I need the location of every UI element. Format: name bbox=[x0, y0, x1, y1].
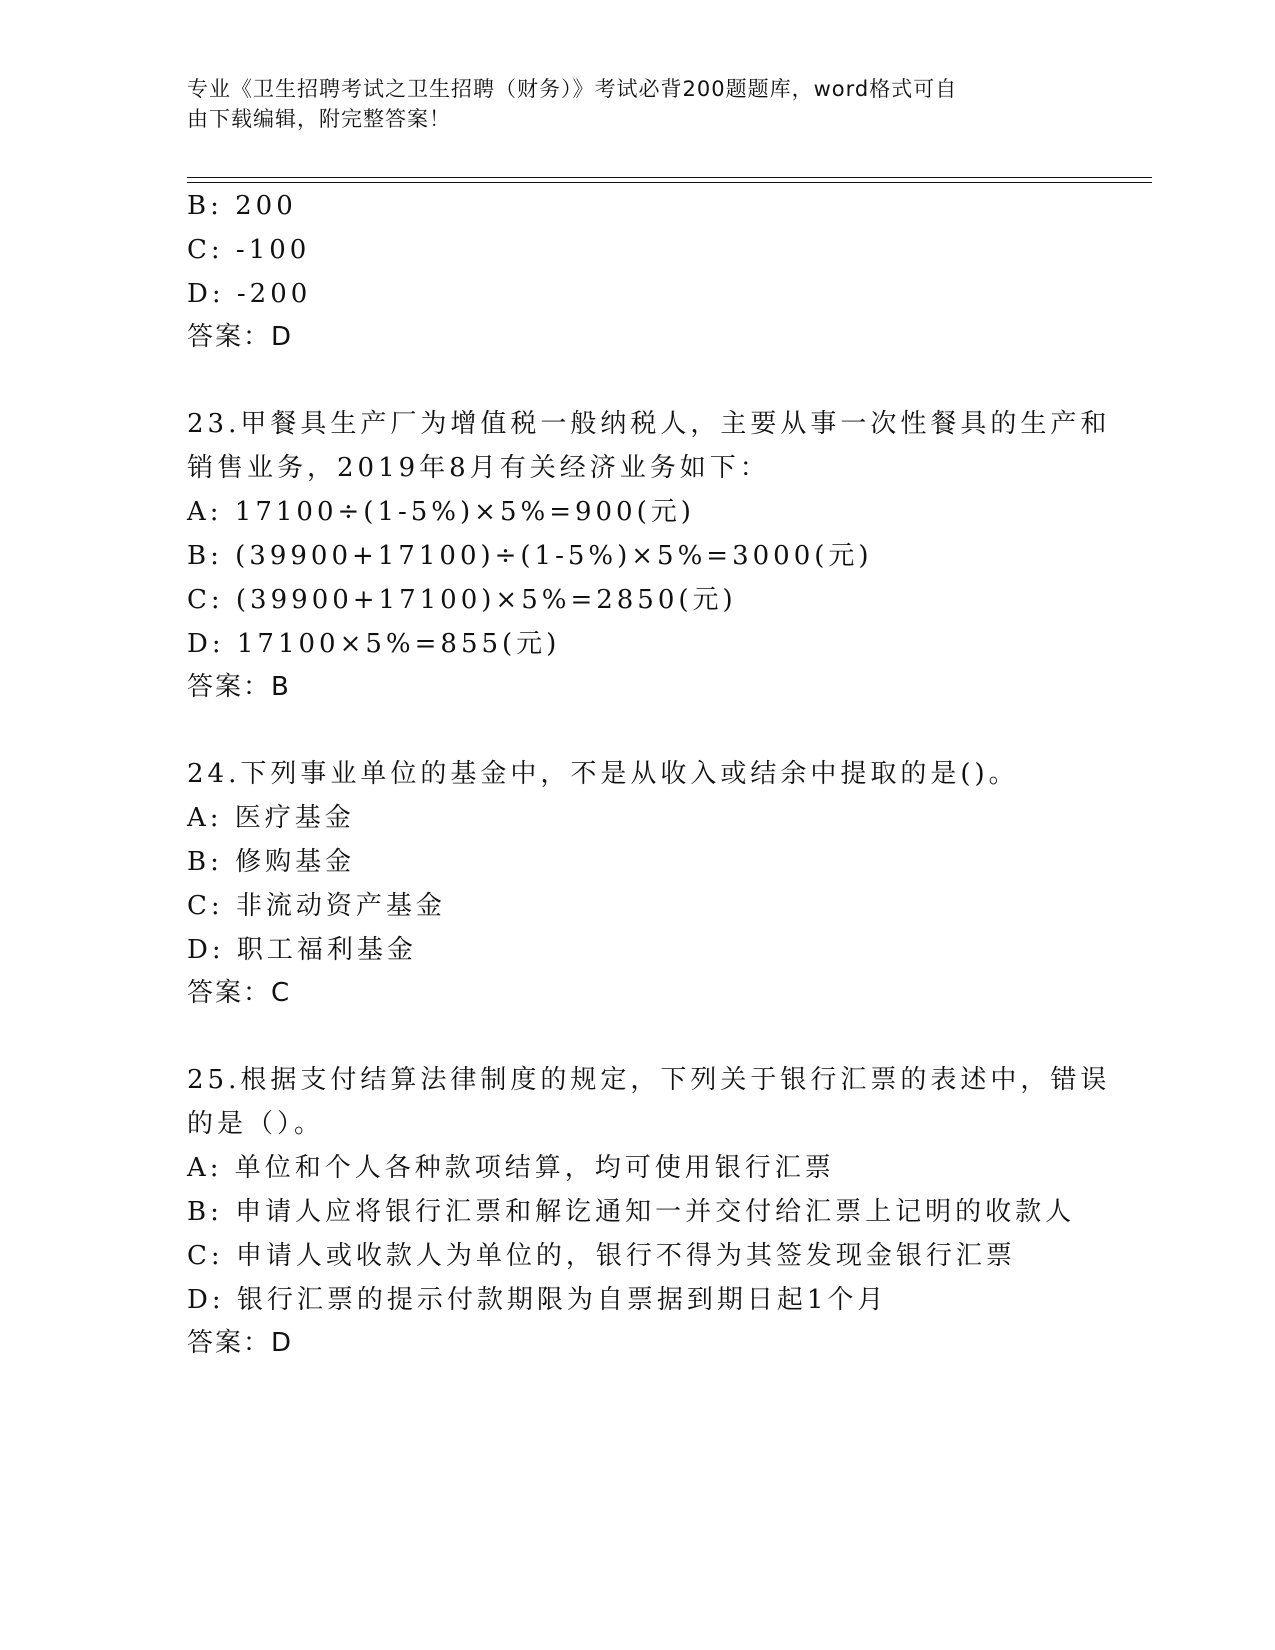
q24-option-a: A: 医疗基金 bbox=[187, 803, 355, 833]
q24-option-c: C: 非流动资产基金 bbox=[187, 891, 446, 921]
q24-option-d: D: 职工福利基金 bbox=[187, 935, 417, 965]
q23-option-b: B: (39900+17100)÷(1-5%)×5%=3000(元) bbox=[187, 541, 873, 571]
q23-option-c: C: (39900+17100)×5%=2850(元) bbox=[187, 585, 737, 615]
prev-option-c: C: -100 bbox=[187, 235, 311, 265]
q23-stem-line-1: 23.甲餐具生产厂为增值税一般纳税人，主要从事一次性餐具的生产和 bbox=[187, 409, 1111, 439]
q25-option-a: A: 单位和个人各种款项结算，均可使用银行汇票 bbox=[187, 1153, 835, 1183]
q23-option-a: A: 17100÷(1-5%)×5%=900(元) bbox=[187, 497, 695, 527]
q23-answer: 答案：B bbox=[187, 672, 291, 702]
q25-stem-line-2: 的是（）。 bbox=[187, 1109, 325, 1139]
q25-option-c: C: 申请人或收款人为单位的，银行不得为其签发现金银行汇票 bbox=[187, 1241, 1016, 1271]
q25-option-d: D: 银行汇票的提示付款期限为自票据到期日起1个月 bbox=[187, 1285, 888, 1315]
header-line-1: 专业《卫生招聘考试之卫生招聘（财务）》考试必背200题题库，word格式可自 bbox=[187, 77, 958, 101]
header-line-2: 由下载编辑，附完整答案！ bbox=[187, 107, 451, 131]
prev-answer: 答案：D bbox=[187, 322, 294, 352]
header-divider-bottom bbox=[187, 182, 1152, 183]
prev-option-b: B: 200 bbox=[187, 191, 297, 221]
q25-option-b: B: 申请人应将银行汇票和解讫通知一并交付给汇票上记明的收款人 bbox=[187, 1197, 1076, 1227]
header-divider-top bbox=[187, 177, 1152, 178]
q25-stem-line-1: 25.根据支付结算法律制度的规定，下列关于银行汇票的表述中，错误 bbox=[187, 1065, 1111, 1095]
prev-option-d: D: -200 bbox=[187, 279, 312, 309]
q24-option-b: B: 修购基金 bbox=[187, 847, 356, 877]
q24-stem-line-1: 24.下列事业单位的基金中，不是从收入或结余中提取的是()。 bbox=[187, 759, 1019, 789]
q25-answer: 答案：D bbox=[187, 1328, 294, 1358]
q24-answer: 答案：C bbox=[187, 978, 292, 1008]
q23-stem-line-2: 销售业务，2019年8月有关经济业务如下： bbox=[187, 453, 770, 483]
document-header bbox=[187, 74, 1067, 134]
q23-option-d: D: 17100×5%=855(元) bbox=[187, 629, 561, 659]
